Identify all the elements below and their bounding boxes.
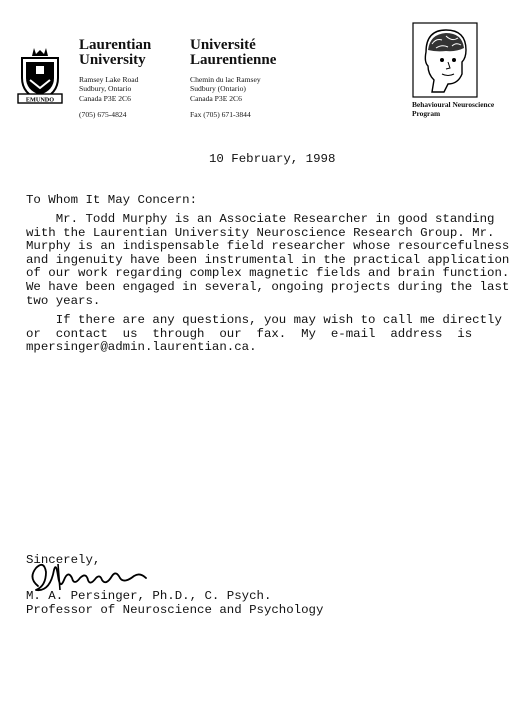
paragraph-line: two years. xyxy=(26,293,101,308)
university-name-english-line2: University xyxy=(79,52,146,68)
crest-motto: EMUNDO xyxy=(25,96,55,104)
paragraph-line: of our work regarding complex magnetic fields and brain function. xyxy=(26,266,510,281)
paragraph-2 xyxy=(26,314,516,355)
address-french-line: Chemin du lac Ramsey xyxy=(190,75,261,84)
paragraph-line: mpersinger@admin.laurentian.ca. xyxy=(26,340,257,355)
university-name-french-line2: Laurentienne xyxy=(190,52,277,68)
closing: Sincerely, xyxy=(26,553,101,567)
program-name xyxy=(412,100,494,119)
paragraph-line: and ingenuity have been instrumental in the practical application xyxy=(26,252,510,267)
university-crest-icon xyxy=(16,44,64,104)
address-french-line: Canada P3E 2C6 xyxy=(190,93,242,103)
brain-head-logo-icon xyxy=(412,22,478,98)
address-english-line: Canada P3E 2C6 xyxy=(79,93,131,103)
paragraph-line: with the Laurentian University Neuroscience Research Group. Mr. xyxy=(26,225,495,240)
paragraph-line: Murphy is an indispensable field researcher whose resourcefulness xyxy=(26,239,510,254)
signer-title: Professor of Neuroscience and Psychology xyxy=(26,603,324,617)
address-english-line: Ramsey Lake Road xyxy=(79,75,139,84)
university-name-english xyxy=(79,38,151,68)
phone-number: (705) 675-4824 xyxy=(79,110,127,119)
program-name-line2: Program xyxy=(412,109,441,119)
fax-number: Fax (705) 671-3844 xyxy=(190,110,251,119)
university-name-english-line1: Laurentian xyxy=(79,37,152,53)
paragraph-line: Mr. Todd Murphy is an Associate Researcher in good standing xyxy=(26,212,495,226)
paragraph-line: We have been engaged in several, ongoing projects during the last xyxy=(26,279,510,294)
address-english xyxy=(79,75,138,103)
paragraph-line: If there are any questions, you may wish to call me directly xyxy=(26,313,502,327)
address-english-line: Sudbury, Ontario xyxy=(79,84,132,94)
signer-name: M. A. Persinger, Ph.D., C. Psych. xyxy=(26,589,272,603)
letter-date: 10 February, 1998 xyxy=(209,152,336,166)
program-name-line1: Behavioural Neuroscience xyxy=(412,100,495,109)
salutation: To Whom It May Concern: xyxy=(26,193,198,207)
paragraph-line: or contact us through our fax. My e-mail address is xyxy=(26,326,473,341)
address-french-line: Sudbury (Ontario) xyxy=(190,84,246,94)
address-french xyxy=(190,75,261,103)
paragraph-1 xyxy=(26,213,516,308)
university-name-french-line1: Université xyxy=(190,37,256,53)
university-name-french xyxy=(190,38,276,68)
